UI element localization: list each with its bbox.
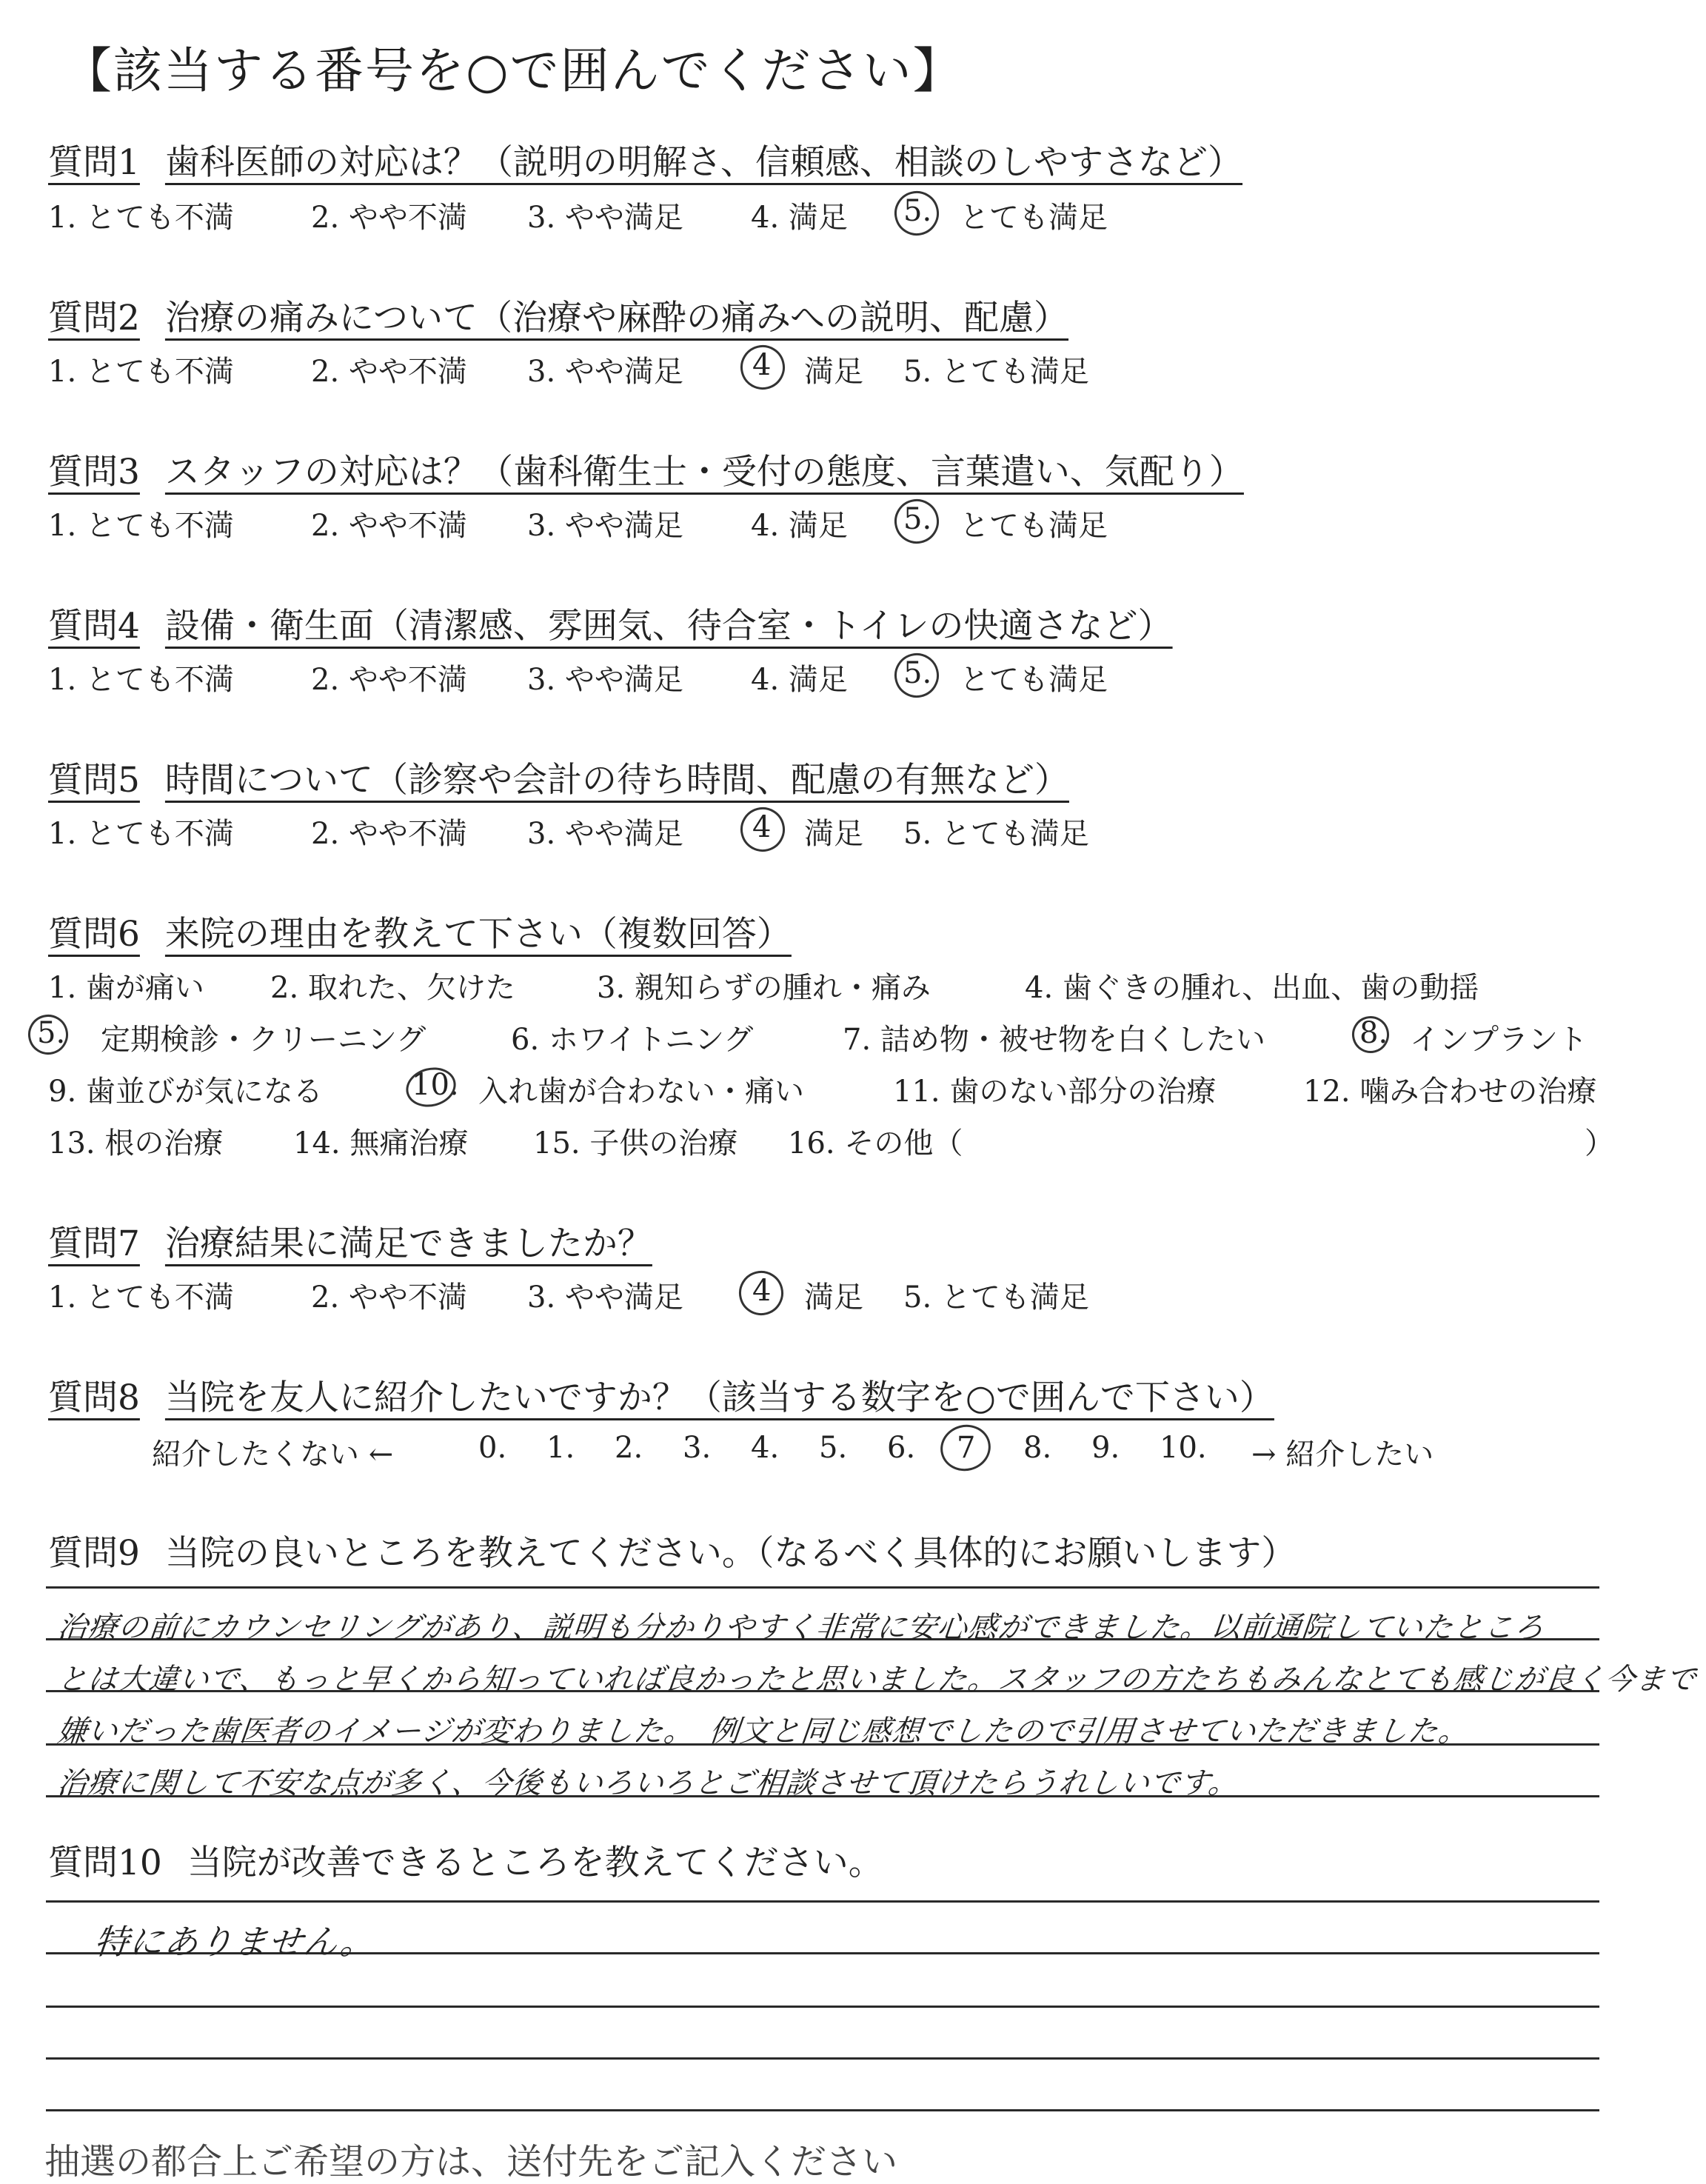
option-4[interactable]: 4. 満足 <box>751 201 848 235</box>
reason-10-label[interactable]: 入れ歯が合わない・痛い <box>478 1075 804 1109</box>
reason-4[interactable]: 4. 歯ぐきの腫れ、出血、歯の動揺 <box>1025 971 1479 1005</box>
question-2-text: 治療の痛みについて（治療や麻酔の痛みへの説明、配慮） <box>164 298 1069 338</box>
question-3-title <box>48 444 1244 494</box>
scale-1[interactable]: 1. <box>546 1431 575 1465</box>
question-3-text: スタッフの対応は？（歯科衛生士・受付の態度、言葉遣い、気配り） <box>164 452 1244 492</box>
page-title: 【該当する番号を○で囲んでください】 <box>63 42 963 99</box>
question-9-title <box>48 1526 1296 1575</box>
scale-min-label: 紹介したくない ← <box>152 1437 394 1472</box>
question-4-title <box>48 598 1173 648</box>
answer-line <box>46 1900 1599 1903</box>
answer-line <box>46 1586 1599 1589</box>
option-2[interactable]: 2. やや不満 <box>311 663 467 697</box>
answer-circle-mark <box>890 187 944 241</box>
scale-10[interactable]: 10. <box>1160 1431 1207 1465</box>
question-10-number: 質問10 <box>48 1843 162 1883</box>
answer-line <box>46 2109 1599 2111</box>
question-1-text: 歯科医師の対応は？（説明の明解さ、信頼感、相談のしやすさなど） <box>164 142 1243 183</box>
question-2-title <box>48 290 1068 340</box>
question-8-text: 当院を友人に紹介したいですか？（該当する数字を○で囲んで下さい） <box>164 1377 1274 1418</box>
reason-8-number[interactable]: 8. <box>1359 1016 1388 1050</box>
handwritten-answer-line: 治療に関して不安な点が多く、今後もいろいろとご相談させて頂けたらうれしいです。 <box>56 1766 1241 1800</box>
option-1[interactable]: 1. とても不満 <box>48 509 234 543</box>
scale-4[interactable]: 4. <box>751 1431 780 1465</box>
question-9-text: 当院の良いところを教えてください。（なるべく具体的にお願いします） <box>164 1533 1297 1574</box>
answer-circle-mark <box>736 341 790 395</box>
option-5[interactable]: 5. とても満足 <box>903 1280 1089 1315</box>
question-2-number: 質問2 <box>48 298 140 338</box>
option-5-label[interactable]: とても満足 <box>960 509 1108 543</box>
answer-circle-mark <box>890 649 944 703</box>
question-6-title <box>48 906 792 956</box>
option-1[interactable]: 1. とても不満 <box>48 201 234 235</box>
reason-14[interactable]: 14. 無痛治療 <box>293 1126 469 1161</box>
option-1[interactable]: 1. とても不満 <box>48 1280 234 1315</box>
question-6-text: 来院の理由を教えて下さい（複数回答） <box>164 914 792 955</box>
question-7-number: 質問7 <box>48 1223 140 1264</box>
reason-1[interactable]: 1. 歯が痛い <box>48 971 204 1005</box>
handwritten-answer-line: 嫌いだった歯医者のイメージが変わりました。 例文と同じ感想でしたので引用させていただきました。 <box>56 1714 1471 1749</box>
option-1[interactable]: 1. とても不満 <box>48 663 234 697</box>
option-3[interactable]: 3. やや満足 <box>527 663 683 697</box>
question-10-title <box>48 1835 883 1885</box>
answer-circle-mark <box>735 1266 789 1320</box>
question-10-text: 当院が改善できるところを教えてください。 <box>187 1843 883 1883</box>
option-5-label[interactable]: とても満足 <box>960 663 1108 697</box>
answer-circle-mark <box>890 495 944 549</box>
option-2[interactable]: 2. やや不満 <box>311 355 467 389</box>
scale-7[interactable]: 7 <box>957 1431 976 1465</box>
option-4[interactable]: 4. 満足 <box>751 663 848 697</box>
reason-15[interactable]: 15. 子供の治療 <box>533 1126 738 1161</box>
question-7-text: 治療結果に満足できましたか？ <box>164 1223 652 1264</box>
footer-cut-text: 抽選の都合上ご希望の方は、送付先をご記入ください <box>44 2141 898 2183</box>
answer-circle-mark <box>936 1420 996 1477</box>
handwritten-answer-line: 治療の前にカウンセリングがあり、説明も分かりやすく非常に安心感ができました。以前通院していたところ <box>56 1611 1547 1645</box>
scale-3[interactable]: 3. <box>683 1431 712 1465</box>
reason-9[interactable]: 9. 歯並びが気になる <box>48 1075 323 1109</box>
scale-0[interactable]: 0. <box>478 1431 507 1465</box>
question-4-number: 質問4 <box>48 606 140 647</box>
question-4-text: 設備・衛生面（清潔感、雰囲気、待合室・トイレの快適さなど） <box>164 606 1173 647</box>
reason-6[interactable]: 6. ホワイトニング <box>511 1023 754 1057</box>
question-3-number: 質問3 <box>48 452 140 492</box>
scale-5[interactable]: 5. <box>819 1431 848 1465</box>
option-4-number[interactable]: 4 <box>752 1274 772 1308</box>
scale-6[interactable]: 6. <box>887 1431 916 1465</box>
option-2[interactable]: 2. やや不満 <box>311 509 467 543</box>
option-2[interactable]: 2. やや不満 <box>311 201 467 235</box>
question-1-title <box>48 135 1242 184</box>
question-1-number: 質問1 <box>48 142 140 183</box>
reason-16-close: ） <box>1585 1126 1614 1161</box>
scale-max-label: → 紹介したい <box>1251 1437 1434 1472</box>
option-1[interactable]: 1. とても不満 <box>48 817 234 851</box>
option-4-label[interactable]: 満足 <box>804 817 863 851</box>
reason-13[interactable]: 13. 根の治療 <box>48 1126 224 1161</box>
handwritten-answer-line: とは大違いで、もっと早くから知っていれば良かったと思いました。スタッフの方たちもみんなとても感じが良く今まで <box>56 1663 1699 1697</box>
option-5-label[interactable]: とても満足 <box>960 201 1108 235</box>
question-7-title <box>48 1216 652 1266</box>
scale-9[interactable]: 9. <box>1091 1431 1120 1465</box>
question-6-number: 質問6 <box>48 914 140 955</box>
option-3[interactable]: 3. やや満足 <box>527 817 683 851</box>
reason-8-label[interactable]: インプラント <box>1410 1023 1588 1057</box>
option-1[interactable]: 1. とても不満 <box>48 355 234 389</box>
scale-8[interactable]: 8. <box>1023 1431 1052 1465</box>
reason-5-label[interactable]: 定期検診・クリーニング <box>101 1023 426 1057</box>
reason-3[interactable]: 3. 親知らずの腫れ・痛み <box>597 971 931 1005</box>
answer-line <box>46 2057 1599 2060</box>
option-5-number[interactable]: 5. <box>903 656 932 690</box>
option-4-label[interactable]: 満足 <box>804 1280 863 1315</box>
answer-circle-mark <box>736 803 790 857</box>
reason-7[interactable]: 7. 詰め物・被せ物を白くしたい <box>843 1023 1265 1057</box>
option-4-label[interactable]: 満足 <box>804 355 863 389</box>
option-3[interactable]: 3. やや満足 <box>527 509 683 543</box>
question-8-number: 質問8 <box>48 1377 140 1418</box>
reason-16[interactable]: 16. その他（ <box>788 1126 963 1161</box>
option-5[interactable]: 5. とても満足 <box>903 355 1089 389</box>
option-3[interactable]: 3. やや満足 <box>527 355 683 389</box>
question-5-title <box>48 752 1069 802</box>
option-2[interactable]: 2. やや不満 <box>311 1280 467 1315</box>
reason-5-number[interactable]: 5. <box>37 1016 66 1050</box>
question-8-title <box>48 1370 1274 1420</box>
option-4[interactable]: 4. 満足 <box>751 509 848 543</box>
handwritten-answer-line: 特にありません。 <box>92 1922 378 1962</box>
option-4-number[interactable]: 4 <box>752 810 772 844</box>
scale-2[interactable]: 2. <box>615 1431 643 1465</box>
reason-2[interactable]: 2. 取れた、欠けた <box>270 971 515 1005</box>
reason-12[interactable]: 12. 噛み合わせの治療 <box>1303 1075 1597 1109</box>
question-9-number: 質問9 <box>48 1533 140 1574</box>
reason-11[interactable]: 11. 歯のない部分の治療 <box>893 1075 1217 1109</box>
answer-line <box>46 2006 1599 2008</box>
option-5-number[interactable]: 5. <box>903 194 932 228</box>
option-2[interactable]: 2. やや不満 <box>311 817 467 851</box>
option-3[interactable]: 3. やや満足 <box>527 201 683 235</box>
question-5-number: 質問5 <box>48 760 140 801</box>
option-5[interactable]: 5. とても満足 <box>903 817 1089 851</box>
question-5-text: 時間について（診察や会計の待ち時間、配慮の有無など） <box>164 760 1069 801</box>
option-3[interactable]: 3. やや満足 <box>527 1280 683 1315</box>
option-4-number[interactable]: 4 <box>752 348 772 382</box>
option-5-number[interactable]: 5. <box>903 502 932 536</box>
reason-10-number[interactable]: 10. <box>412 1068 459 1102</box>
